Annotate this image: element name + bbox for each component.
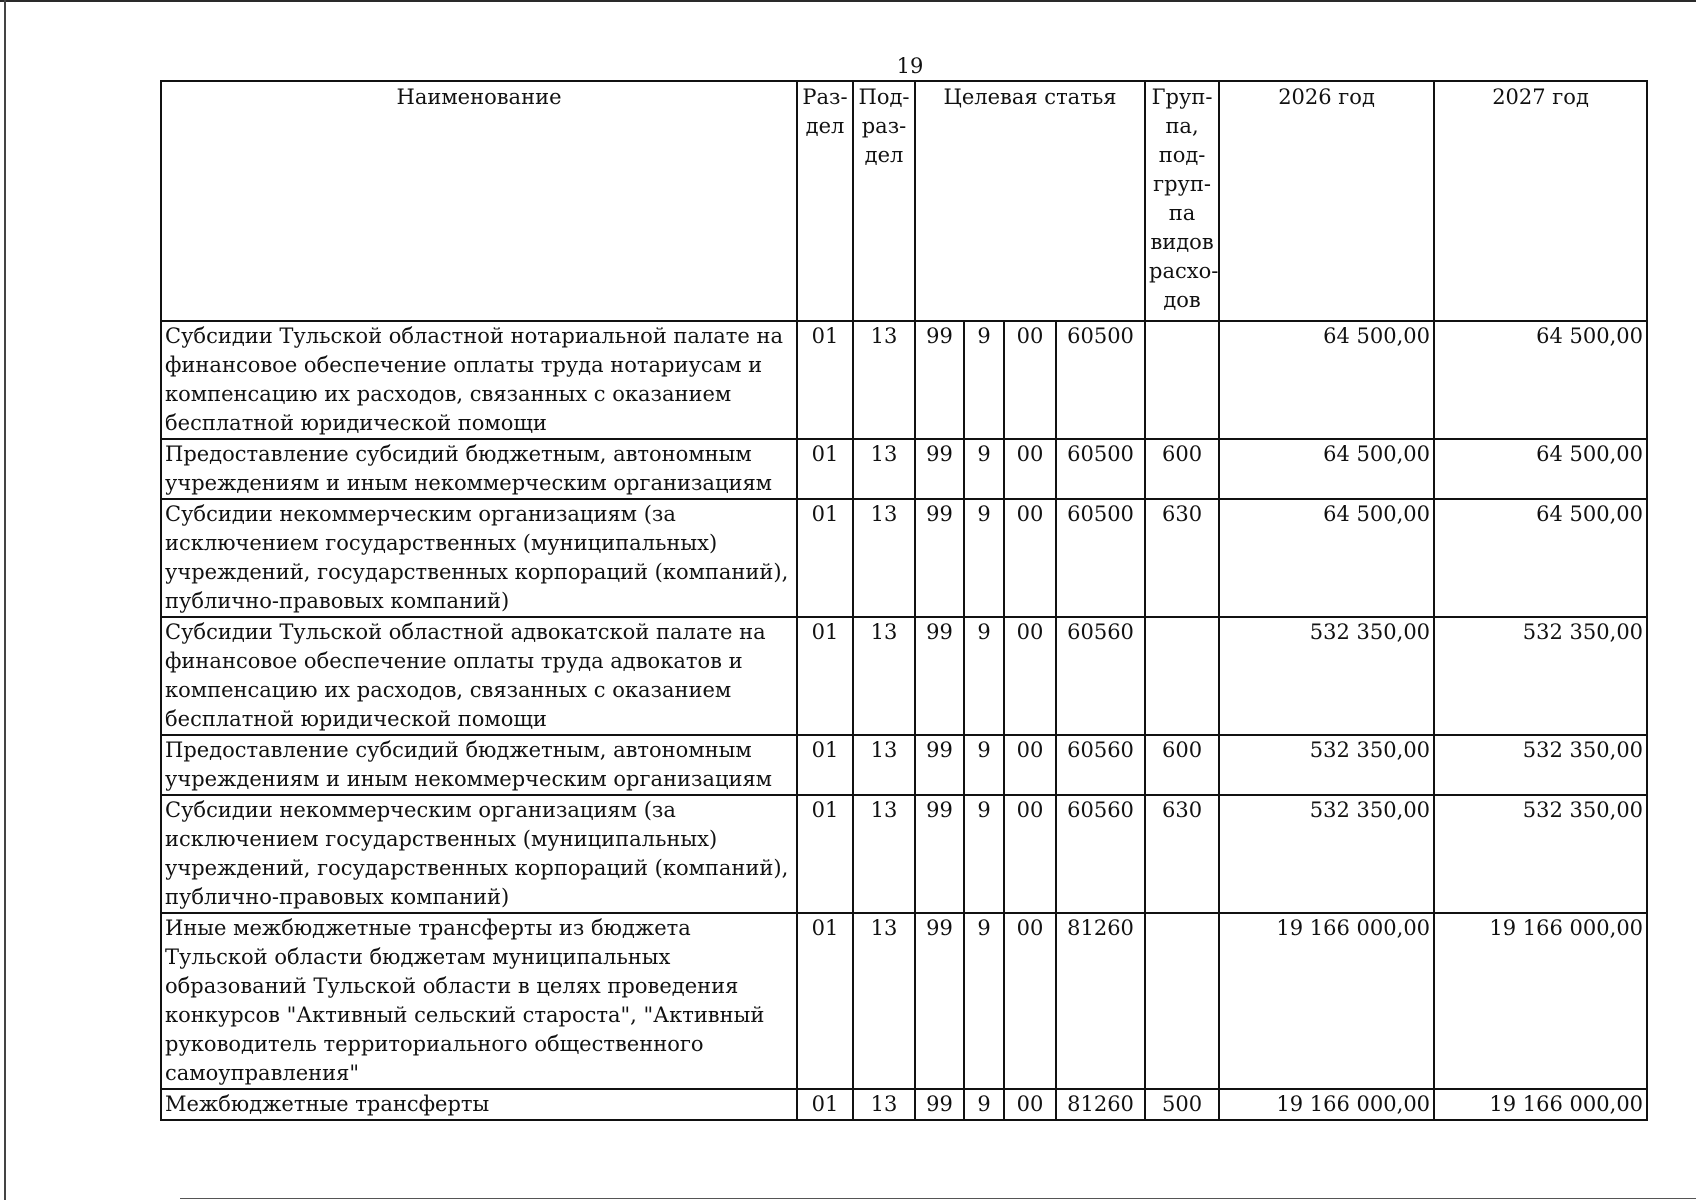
row-target-subprogram: 9 — [964, 1089, 1004, 1120]
row-target-event: 00 — [1004, 1089, 1056, 1120]
row-target-direction: 60560 — [1056, 617, 1145, 735]
row-name: Предоставление субсидий бюджетным, автономным учреждениям и иным некоммерческим организациям — [161, 439, 797, 499]
row-razdel: 01 — [797, 735, 853, 795]
row-podrazdel: 13 — [853, 913, 915, 1089]
row-amount-2026: 64 500,00 — [1219, 439, 1434, 499]
row-amount-2027: 19 166 000,00 — [1434, 913, 1647, 1089]
row-target-event: 00 — [1004, 617, 1056, 735]
scan-edge-top — [0, 0, 1696, 2]
header-target — [915, 81, 1145, 321]
row-amount-2027: 532 350,00 — [1434, 795, 1647, 913]
row-podrazdel: 13 — [853, 1089, 915, 1120]
header-podrazdel — [853, 81, 915, 321]
scan-edge-left — [4, 0, 6, 1200]
table-header-row — [161, 81, 1647, 321]
row-razdel: 01 — [797, 321, 853, 439]
row-razdel: 01 — [797, 499, 853, 617]
header-2026 — [1219, 81, 1434, 321]
row-target-subprogram: 9 — [964, 439, 1004, 499]
row-target-program: 99 — [915, 913, 964, 1089]
table-row — [161, 321, 1647, 439]
row-target-subprogram: 9 — [964, 499, 1004, 617]
row-name: Субсидии Тульской областной адвокатской палате на финансовое обеспечение оплаты труда адвокатов и компенсацию их расходов, связанных с оказанием бесплатной юридической помощи — [161, 617, 797, 735]
header-group — [1145, 81, 1219, 321]
header-name — [161, 81, 797, 321]
row-group: 600 — [1145, 439, 1219, 499]
header-razdel — [797, 81, 853, 321]
row-amount-2026: 64 500,00 — [1219, 499, 1434, 617]
row-razdel: 01 — [797, 795, 853, 913]
header-2027-text: 2027 год — [1492, 85, 1589, 109]
header-podrazdel-text: Под- раз- дел — [858, 85, 910, 167]
page-number: 19 — [896, 54, 924, 78]
row-target-event: 00 — [1004, 439, 1056, 499]
row-target-event: 00 — [1004, 913, 1056, 1089]
row-target-subprogram: 9 — [964, 795, 1004, 913]
header-target-text: Целевая статья — [943, 85, 1117, 109]
row-amount-2026: 64 500,00 — [1219, 321, 1434, 439]
row-target-subprogram: 9 — [964, 913, 1004, 1089]
row-amount-2026: 532 350,00 — [1219, 795, 1434, 913]
row-target-direction: 60560 — [1056, 795, 1145, 913]
table-row — [161, 499, 1647, 617]
row-target-event: 00 — [1004, 735, 1056, 795]
row-amount-2026: 19 166 000,00 — [1219, 1089, 1434, 1120]
row-amount-2026: 532 350,00 — [1219, 735, 1434, 795]
row-amount-2026: 532 350,00 — [1219, 617, 1434, 735]
row-target-program: 99 — [915, 795, 964, 913]
row-name: Межбюджетные трансферты — [161, 1089, 797, 1120]
header-razdel-text: Раз- дел — [802, 85, 848, 138]
row-razdel: 01 — [797, 1089, 853, 1120]
row-target-direction: 81260 — [1056, 1089, 1145, 1120]
row-name: Субсидии некоммерческим организациям (за исключением государственных (муниципальных) учреждений, государственных корпораций (компаний), публично-правовых компаний) — [161, 499, 797, 617]
row-name: Иные межбюджетные трансферты из бюджета Тульской области бюджетам муниципальных образований Тульской области в целях проведения конкурсов "Активный сельский староста", "Активный руководитель территориального общественного самоуправления" — [161, 913, 797, 1089]
row-target-program: 99 — [915, 439, 964, 499]
header-2027 — [1434, 81, 1647, 321]
row-target-event: 00 — [1004, 499, 1056, 617]
row-amount-2027: 19 166 000,00 — [1434, 1089, 1647, 1120]
row-target-subprogram: 9 — [964, 617, 1004, 735]
row-podrazdel: 13 — [853, 439, 915, 499]
scan-edge-bottom — [180, 1198, 1696, 1199]
row-group: 600 — [1145, 735, 1219, 795]
row-amount-2027: 64 500,00 — [1434, 439, 1647, 499]
row-podrazdel: 13 — [853, 795, 915, 913]
row-group: 500 — [1145, 1089, 1219, 1120]
row-target-program: 99 — [915, 617, 964, 735]
row-target-direction: 81260 — [1056, 913, 1145, 1089]
row-podrazdel: 13 — [853, 735, 915, 795]
table-row — [161, 735, 1647, 795]
table-row — [161, 1089, 1647, 1120]
row-target-program: 99 — [915, 1089, 964, 1120]
row-podrazdel: 13 — [853, 617, 915, 735]
row-target-direction: 60500 — [1056, 439, 1145, 499]
row-target-subprogram: 9 — [964, 735, 1004, 795]
table-row — [161, 617, 1647, 735]
row-target-direction: 60500 — [1056, 321, 1145, 439]
row-name: Субсидии некоммерческим организациям (за исключением государственных (муниципальных) учреждений, государственных корпораций (компаний), публично-правовых компаний) — [161, 795, 797, 913]
row-group — [1145, 913, 1219, 1089]
budget-table — [160, 80, 1648, 1121]
table-row — [161, 439, 1647, 499]
row-amount-2027: 532 350,00 — [1434, 735, 1647, 795]
row-group — [1145, 617, 1219, 735]
row-target-program: 99 — [915, 499, 964, 617]
row-target-event: 00 — [1004, 795, 1056, 913]
row-target-event: 00 — [1004, 321, 1056, 439]
header-2026-text: 2026 год — [1278, 85, 1375, 109]
row-podrazdel: 13 — [853, 499, 915, 617]
row-amount-2027: 64 500,00 — [1434, 321, 1647, 439]
row-target-program: 99 — [915, 735, 964, 795]
table-row — [161, 913, 1647, 1089]
row-target-program: 99 — [915, 321, 964, 439]
row-group: 630 — [1145, 795, 1219, 913]
row-razdel: 01 — [797, 439, 853, 499]
row-group: 630 — [1145, 499, 1219, 617]
row-amount-2026: 19 166 000,00 — [1219, 913, 1434, 1089]
row-amount-2027: 64 500,00 — [1434, 499, 1647, 617]
row-name: Предоставление субсидий бюджетным, автономным учреждениям и иным некоммерческим организациям — [161, 735, 797, 795]
row-razdel: 01 — [797, 913, 853, 1089]
row-group — [1145, 321, 1219, 439]
row-target-direction: 60500 — [1056, 499, 1145, 617]
row-target-subprogram: 9 — [964, 321, 1004, 439]
row-amount-2027: 532 350,00 — [1434, 617, 1647, 735]
header-group-text: Груп- па, под- груп- па видов расхо- дов — [1149, 85, 1219, 312]
table-row — [161, 795, 1647, 913]
header-name-text: Наименование — [396, 85, 562, 109]
row-target-direction: 60560 — [1056, 735, 1145, 795]
row-podrazdel: 13 — [853, 321, 915, 439]
row-name: Субсидии Тульской областной нотариальной палате на финансовое обеспечение оплаты труда нотариусам и компенсацию их расходов, связанных с оказанием бесплатной юридической помощи — [161, 321, 797, 439]
row-razdel: 01 — [797, 617, 853, 735]
